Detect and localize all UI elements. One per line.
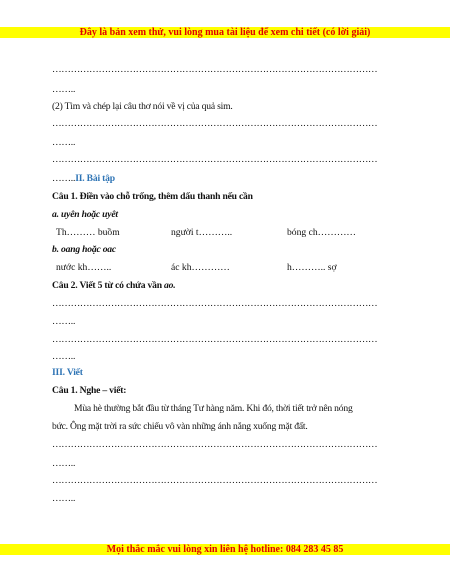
answer-dots-end: …….. — [52, 493, 76, 504]
fill-blank-a3: bóng ch………… — [287, 227, 357, 238]
answer-dots-end: …….. — [52, 351, 76, 362]
fill-blank-b1: nước kh…….. — [56, 262, 112, 273]
answer-dots-end: …….. — [52, 137, 76, 148]
part-b-title: b. oang hoặc oac — [52, 244, 116, 255]
answer-dots-line: …………………………………………………………………………………………… — [52, 64, 378, 75]
answer-dots-line: …………………………………………………………………………………………… — [52, 475, 378, 486]
dictation-paragraph-line-2: bức. Ông mặt trời ra sức chiếu vô vàn những ánh nắng xuống mặt đất. — [52, 421, 308, 432]
section-3-title: III. Viết — [52, 367, 83, 378]
exercise-2-title-text: Câu 2. Viết 5 từ có chứa vần — [52, 280, 165, 291]
fill-blank-b3: h……….. sợ — [287, 262, 337, 273]
section-2-title: II. Bài tập — [75, 173, 115, 184]
hotline-banner: Mọi thắc mắc vui lòng xin liên hệ hotline: 084 283 45 85 — [0, 544, 450, 555]
answer-dots-end: …….. — [52, 173, 76, 184]
section-2-heading — [52, 173, 115, 184]
answer-dots-line: …………………………………………………………………………………………… — [52, 334, 378, 345]
answer-dots-line: …………………………………………………………………………………………… — [52, 118, 378, 129]
preview-notice-banner: Đây là bản xem thử, vui lòng mua tài liệu để xem chi tiết (có lời giải) — [0, 27, 450, 38]
answer-dots-line: …………………………………………………………………………………………… — [52, 298, 378, 309]
answer-dots-end: …….. — [52, 316, 76, 327]
fill-blank-a2: người t……….. — [171, 227, 233, 238]
part-a-title: a. uyên hoặc uyêt — [52, 209, 118, 220]
fill-blank-b2: ác kh………… — [171, 262, 230, 273]
exercise-1-title: Câu 1. Điền vào chỗ trống, thêm dấu thanh nếu cần — [52, 191, 253, 202]
question-2-text: (2) Tìm và chép lại câu thơ nói về vị của quả sim. — [52, 101, 233, 112]
exercise-2-rhyme: ao. — [164, 280, 176, 291]
dictation-paragraph-line-1: Mùa hè thường bắt đầu từ tháng Tư hàng năm. Khi đó, thời tiết trở nên nóng — [74, 403, 353, 414]
fill-blank-a1: Th……… buồm — [56, 227, 120, 238]
answer-dots-end: …….. — [52, 84, 76, 95]
answer-dots-end: …….. — [52, 458, 76, 469]
answer-dots-line: …………………………………………………………………………………………… — [52, 154, 378, 165]
exercise-2-title — [52, 280, 175, 291]
answer-dots-line: …………………………………………………………………………………………… — [52, 439, 378, 450]
writing-exercise-1-title: Câu 1. Nghe – viết: — [52, 385, 127, 396]
